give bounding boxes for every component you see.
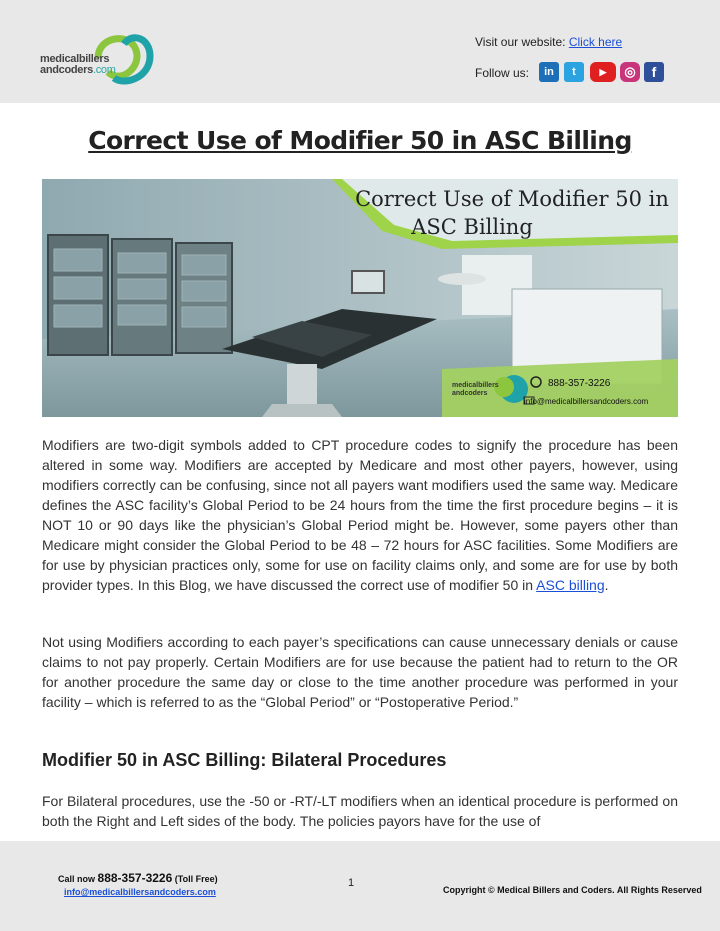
logo-line2a: andcoders — [40, 64, 93, 76]
logo-wordmark — [40, 54, 116, 76]
page-title: Correct Use of Modifier 50 in ASC Billing — [88, 126, 632, 155]
paragraph-intro-end: . — [604, 577, 609, 593]
page-footer — [0, 841, 720, 931]
facebook-glyph: f — [651, 64, 657, 80]
call-now — [58, 871, 218, 885]
call-prefix: Call now — [58, 874, 96, 884]
youtube-icon[interactable] — [590, 62, 616, 82]
hero-email: info@medicalbillersandcoders.com — [524, 397, 649, 406]
follow-label: Follow us: — [475, 66, 530, 80]
facebook-icon[interactable] — [644, 62, 664, 82]
linkedin-icon[interactable] — [539, 62, 559, 82]
footer-email-link[interactable]: info@medicalbillersandcoders.com — [64, 887, 216, 897]
twitter-icon[interactable] — [564, 62, 584, 82]
footer-phone[interactable]: 888-357-3226 — [97, 871, 173, 885]
logo-line2b: .com — [92, 64, 116, 76]
linkedin-glyph: in — [544, 66, 554, 78]
twitter-glyph: t — [572, 66, 576, 78]
hero-image — [42, 179, 678, 417]
section-heading: Modifier 50 in ASC Billing: Bilateral Procedures — [42, 750, 447, 770]
toll-free-label: (Toll Free) — [174, 874, 218, 884]
hero-logo-line2: andcoders — [452, 390, 488, 397]
page-header — [0, 0, 720, 103]
instagram-glyph: ◎ — [624, 64, 636, 79]
hero-logo-line1: medicalbillers — [452, 382, 499, 389]
paragraph-bilateral: For Bilateral procedures, use the -50 or -RT/-LT modifiers when an identical procedure is performed on both the Right and Left sides of the body. The policies payors have for the use of — [42, 793, 678, 829]
hero-title-line2: ASC Billing — [411, 215, 533, 239]
asc-billing-link[interactable]: ASC billing — [536, 577, 605, 593]
website-link[interactable]: Click here — [568, 35, 623, 49]
paragraph-intro-text: Modifiers are two-digit symbols added to CPT procedure codes to signify the procedure has been altered in some way. Modifiers are accepted by Medicare and most other payers, however, using modifiers correctly can be confusing, since not all payers want modifiers used the same way. Medicare defines the ASC facility’s Global Period to be 24 hours from the time the first procedure begins – it is NOT 10 or 90 days like the physician’s Global Period might be. However, some payers other than Medicare might consider the Global Period to be 48 – 72 hours for ASC facilities. Some Modifiers are for use by physician practices only, some for use on facility claims only, and some are for use by both provider types. In this Blog, we have discussed the correct use of modifier 50 in — [42, 437, 678, 593]
operating-room-illustration — [42, 179, 678, 417]
paragraph-modifiers: Not using Modifiers according to each payer’s specifications can cause unnecessary denials or cause claims to not pay properly. Certain Modifiers are for use because the patient had to return to the OR for another procedure the same day or close to the time another procedure was performed in your facility – which is referred to as the “Global Period” or “Postoperative Period.” — [42, 634, 678, 710]
visit-website — [475, 35, 622, 49]
visit-label: Visit our website: — [475, 35, 566, 49]
hero-phone: 888-357-3226 — [548, 378, 611, 389]
logo-line1: medicalbillers — [40, 53, 110, 65]
company-logo[interactable] — [40, 28, 160, 88]
copyright-text: Copyright © Medical Billers and Coders. All Rights Reserved — [443, 885, 702, 895]
hero-title-line1: Correct Use of Modifier 50 in — [355, 187, 669, 211]
youtube-glyph: ▶ — [599, 66, 607, 77]
page-number: 1 — [348, 877, 355, 889]
paragraph-intro — [42, 435, 678, 595]
instagram-icon[interactable] — [620, 62, 640, 82]
